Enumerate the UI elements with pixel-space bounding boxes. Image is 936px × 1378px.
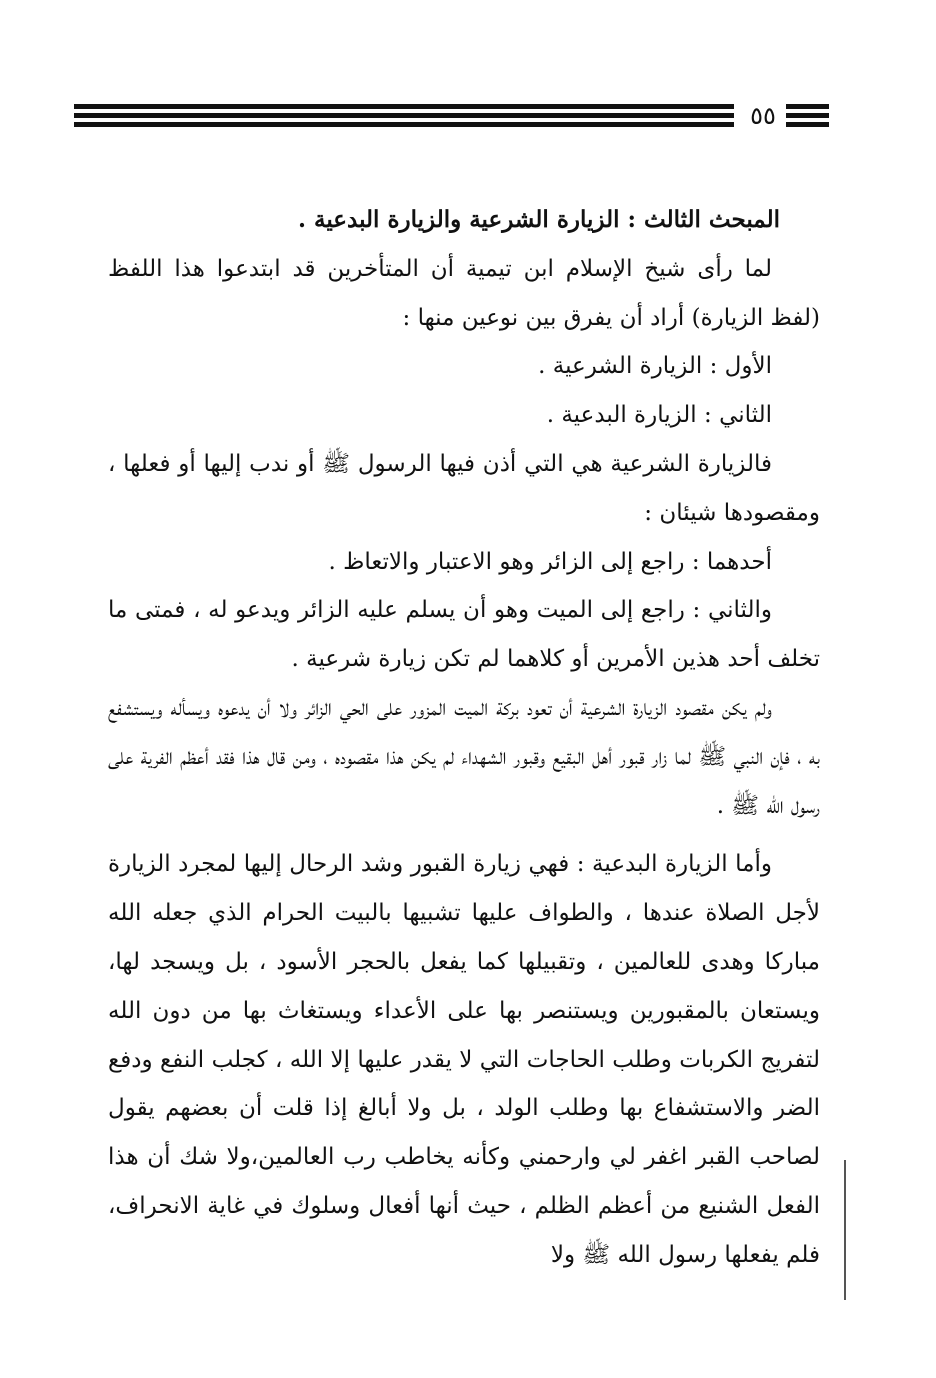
header-rule: [74, 100, 829, 132]
header-rule-right-middle: [786, 113, 829, 118]
paragraph-not-intended: ولم يكن مقصود الزيارة الشرعية أن تعود بركة الميت المزور على الحي الزائر ولا أن يدعوه ويسأله ويستشفع به ، فإن النبي ﷺ لما زار قبور أهل البقيع وقبور الشهداء لم يكن هذا مقصوده ، ومن قال هذا فقد أعظم الفرية على رسول الله ﷺ .: [108, 694, 820, 819]
list-item-second: الثاني : الزيارة البدعية .: [546, 402, 772, 429]
paragraph-second-purpose: والثاني : راجع إلى الميت وهو أن يسلم عليه الزائر ويدعو له ، فمتى ما تخلف أحد هذين الأمرين أو كلاهما لم تكن زيارة شرعية .: [108, 597, 820, 673]
paragraph-intro: لما رأى شيخ الإسلام ابن تيمية أن المتأخرين قد ابتدعوا هذا اللفظ (لفظ الزيارة) أراد أن يفرق بين نوعين منها :: [108, 255, 820, 331]
paragraph-bidah-visit: وأما الزيارة البدعية : فهي زيارة القبور وشد الرحال إليها لمجرد الزيارة لأجل الصلاة عندها ، والطواف عليها تشبيها بالبيت الحرام الذي جعله الله مباركا وهدى للعالمين ، وتقبيلها كما يفعل بالحجر الأسود ، بل ويسجد لها، ويستعان بالمقبورين ويستنصر بها على الأعداء ويستغاث بها من دون الله لتفريج الكربات وطلب الحاجات التي لا يقدر عليها إلا الله ، كجلب النفع ودفع الضر والاستشفاع بها وطلب الولد ، بل ولا أبالغ إذا قلت أن بعضهم يقول لصاحب القبر اغفر لي وارحمني وكأنه يخاطب رب العالمين،ولا شك أن هذا الفعل الشنيع من أعظم الظلم ، حيث أنها أفعال وسلوك في غاية الانحراف، فلم يفعلها رسول الله ﷺ ولا: [108, 851, 820, 1268]
section-title: [108, 196, 820, 245]
header-rule-line-top: [74, 104, 734, 109]
header-rule-right-bottom: [786, 122, 829, 127]
header-rule-line-middle: [74, 113, 734, 118]
header-rule-line-bottom: [74, 122, 734, 127]
paragraph-gap: [108, 830, 820, 840]
section-title-text: : الزيارة الشرعية والزيارة البدعية .: [298, 206, 644, 233]
paragraph-sharia-visit: فالزيارة الشرعية هي التي أذن فيها الرسول ﷺ أو ندب إليها أو فعلها ، ومقصودها شيئان :: [108, 450, 820, 526]
list-item-first: الأول : الزيارة الشرعية .: [538, 353, 772, 380]
page-body: [108, 196, 820, 1280]
section-title-lead: المبحث الثالث: [643, 206, 780, 233]
page-number: ٥٥: [742, 100, 784, 132]
list-item-first-purpose: أحدهما : راجع إلى الزائر وهو الاعتبار والاتعاظ .: [328, 548, 772, 575]
margin-line: [844, 1160, 846, 1300]
header-rule-right-top: [786, 104, 829, 109]
